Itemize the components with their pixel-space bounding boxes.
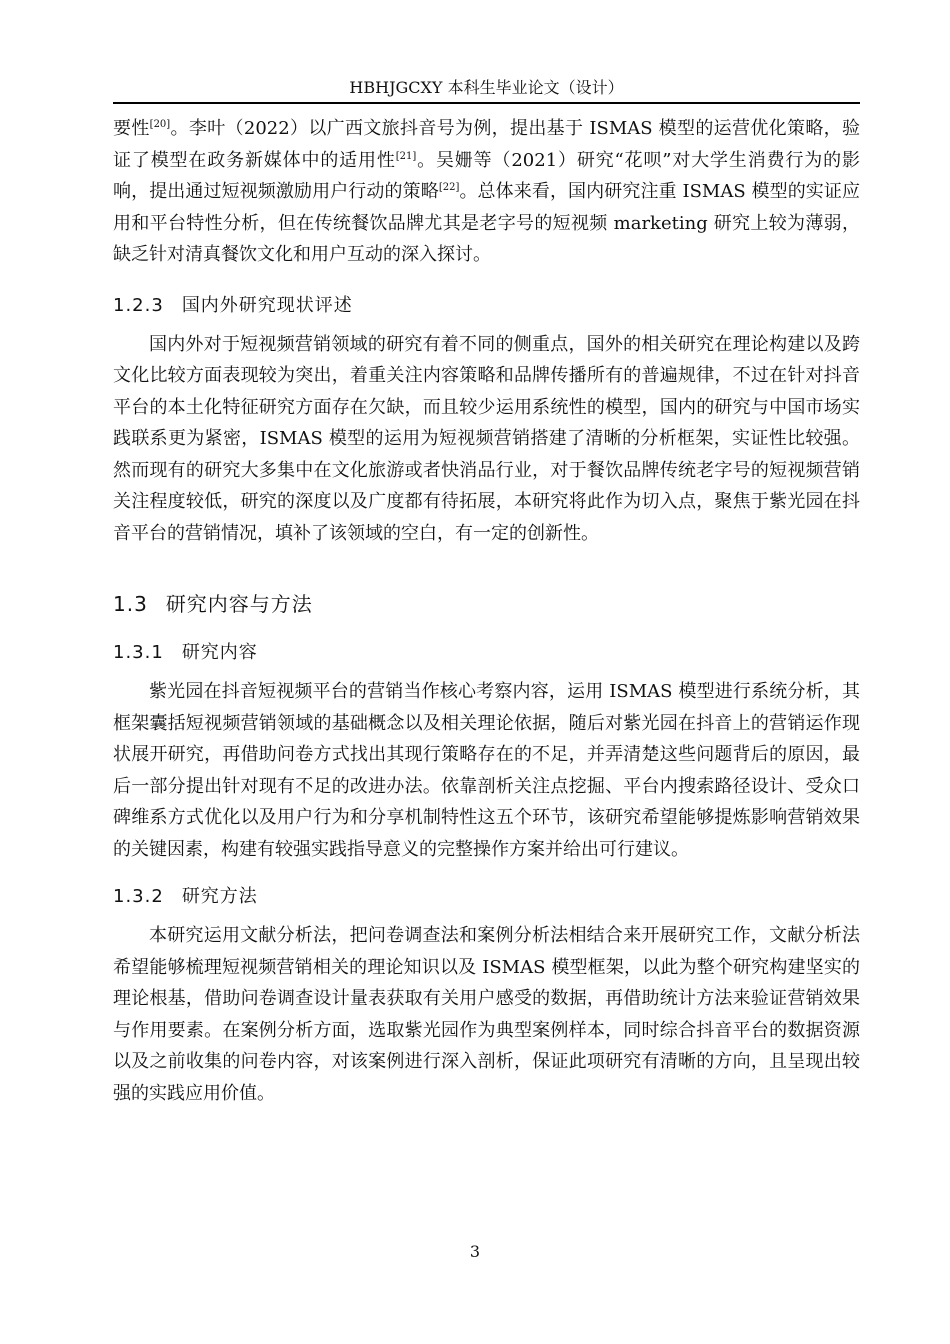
section-title: 研究方法 <box>181 886 258 907</box>
section-title: 研究内容 <box>181 642 258 663</box>
paragraph-research-content: 紫光园在抖音短视频平台的营销当作核心考察内容，运用 ISMAS 模型进行系统分析，其框架囊括短视频营销领域的基础概念以及相关理论依据，随后对紫光园在抖音上的营销运作现状展开研究，再借助问卷方式找出其现行策略存在的不足，并弄清楚这些问题背后的原因，最后一部分提出针对现有不足的改进办法。依靠剖析关注点挖掘、平台内搜索路径设计、受众口碑维系方式优化以及用户行为和分享机制特性这五个环节，该研究希望能够提炼影响营销效果的关键因素，构建有较强实践指导意义的完整操作方案并给出可行建议。 <box>113 681 860 860</box>
page-body <box>113 113 860 1109</box>
section-heading-1-2-3 <box>113 292 860 320</box>
page-footer <box>0 1240 950 1264</box>
running-header <box>113 74 860 104</box>
section-heading-1-3 <box>113 589 860 619</box>
intro-text-1: 要性 <box>113 118 150 139</box>
paragraph-review: 国内外对于短视频营销领域的研究有着不同的侧重点，国外的相关研究在理论构建以及跨文化比较方面表现较为突出，着重关注内容策略和品牌传播所有的普遍规律，不过在针对抖音平台的本土化特征研究方面存在欠缺，而且较少运用系统性的模型，国内的研究与中国市场实践联系更为紧密，ISMAS 模型的运用为短视频营销搭建了清晰的分析框架，实证性比较强。然而现有的研究大多集中在文化旅游或者快消品行业，对于餐饮品牌传统老字号的短视频营销关注程度较低，研究的深度以及广度都有待拓展，本研究将此作为切入点，聚焦于紫光园在抖音平台的营销情况，填补了该领域的空白，有一定的创新性。 <box>113 333 860 544</box>
section-heading-1-3-1 <box>113 639 860 667</box>
section-number: 1.2.3 <box>113 294 164 316</box>
header-title: HBHJGCXY 本科生毕业论文（设计） <box>349 78 624 97</box>
section-heading-1-3-2 <box>113 883 860 911</box>
page-number: 3 <box>469 1242 481 1261</box>
intro-text-2: 。李叶（2022）以广西文旅抖音号为例，提出基于 ISMAS 模型的运营优化策略，验证了模型在政务新媒体中的适用性 <box>113 118 861 171</box>
section-title: 研究内容与方法 <box>165 592 313 616</box>
paragraph-research-method: 本研究运用文献分析法，把问卷调查法和案例分析法相结合来开展研究工作，文献分析法希望能够梳理短视频营销相关的理论知识以及 ISMAS 模型框架，以此为整个研究构建坚实的理论根基，借助问卷调查设计量表获取有关用户感受的数据，再借助统计方法来验证营销效果与作用要素。在案例分析方面，选取紫光园作为典型案例样本，同时综合抖音平台的数据资源以及之前收集的问卷内容，对该案例进行深入剖析，保证此项研究有清晰的方向，且呈现出较强的实践应用价值。 <box>113 925 860 1104</box>
citation-20: [20] <box>149 119 171 130</box>
section-number: 1.3.2 <box>113 886 164 907</box>
section-title: 国内外研究现状评述 <box>181 294 353 316</box>
citation-22: [22] <box>438 182 460 193</box>
paragraph-intro-continued <box>113 113 860 271</box>
intro-text-4: 。总体来看，国内研究注重 ISMAS 模型的实证应用和平台特性分析，但在传统餐饮品牌尤其是老字号的短视频 marketing 研究上较为薄弱，缺乏针对清真餐饮文化和用户互动的深入探讨。 <box>113 181 860 265</box>
section-number: 1.3.1 <box>113 642 164 663</box>
intro-text-3: 。吴姗等（2021）研究“花呗”对大学生消费行为的影响，提出通过短视频激励用户行动的策略 <box>113 149 860 202</box>
citation-21: [21] <box>395 150 417 162</box>
section-number: 1.3 <box>113 592 148 616</box>
